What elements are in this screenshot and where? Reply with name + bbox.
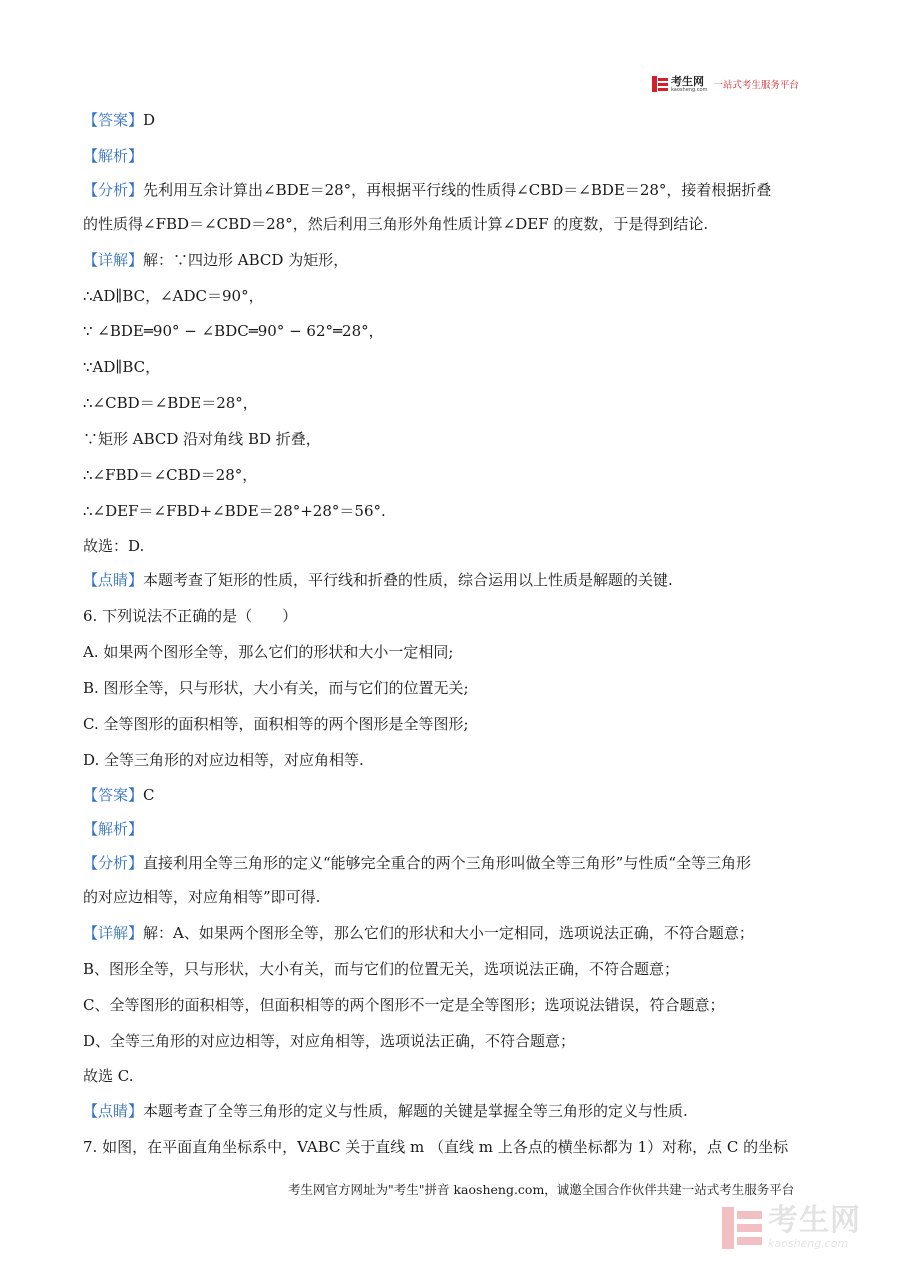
line-text: C bbox=[143, 786, 155, 804]
text-line bbox=[83, 214, 708, 234]
line-text: 7. 如图，在平面直角坐标系中，VABC 关于直线 m （直线 m 上各点的横坐标都为 1）对称，点 C 的坐标 bbox=[83, 1138, 789, 1156]
line-text: 先利用互余计算出∠BDE＝28°，再根据平行线的性质得∠CBD＝∠BDE＝28°，接着根据折叠 bbox=[143, 181, 772, 199]
line-text: 解：A、如果两个图形全等，那么它们的形状和大小一定相同，选项说法正确，不符合题意； bbox=[143, 924, 754, 942]
line-text: ∵AD∥BC， bbox=[83, 358, 161, 376]
text-line bbox=[83, 501, 386, 521]
line-text: ∴AD∥BC，∠ADC＝90°， bbox=[83, 287, 264, 305]
text-line bbox=[83, 465, 257, 485]
text-line bbox=[83, 678, 469, 698]
text-line bbox=[83, 180, 771, 200]
header-site: kaosheng.com bbox=[671, 86, 708, 93]
text-line bbox=[83, 785, 155, 805]
line-text: C、全等图形的面积相等，但面积相等的两个图形不一定是全等图形；选项说法错误，符合题意； bbox=[83, 996, 725, 1014]
text-line bbox=[83, 642, 453, 662]
section-tag: 【解析】 bbox=[83, 147, 144, 165]
text-line bbox=[83, 321, 384, 341]
header-slogan: 一站式考生服务平台 bbox=[713, 80, 799, 91]
text-line bbox=[83, 1101, 688, 1121]
text-line bbox=[83, 1031, 575, 1051]
watermark-logo-icon bbox=[722, 1207, 762, 1249]
text-line bbox=[83, 714, 469, 734]
header-logo[interactable] bbox=[652, 74, 799, 94]
line-text: D、全等三角形的对应边相等，对应角相等，选项说法正确，不符合题意； bbox=[83, 1032, 576, 1050]
text-line bbox=[83, 1137, 788, 1157]
line-text: 的性质得∠FBD＝∠CBD＝28°，然后利用三角形外角性质计算∠DEF 的度数，于是得到结论. bbox=[83, 215, 709, 233]
line-text: 解：∵四边形 ABCD 为矩形， bbox=[143, 251, 349, 269]
text-line bbox=[83, 995, 724, 1015]
line-text: B、图形全等，只与形状，大小有关，而与它们的位置无关，选项说法正确，不符合题意； bbox=[83, 960, 680, 978]
line-text: D. 全等三角形的对应边相等，对应角相等. bbox=[83, 751, 364, 769]
line-text: ∵矩形 ABCD 沿对角线 BD 折叠， bbox=[83, 430, 321, 448]
logo-icon bbox=[652, 76, 668, 92]
section-tag: 【点睛】 bbox=[83, 1102, 144, 1120]
line-text: 本题考查了矩形的性质，平行线和折叠的性质，综合运用以上性质是解题的关键. bbox=[143, 571, 673, 589]
text-line bbox=[83, 819, 143, 839]
text-line bbox=[83, 286, 264, 306]
line-text: 直接利用全等三角形的定义“能够完全重合的两个三角形叫做全等三角形”与性质“全等三角形 bbox=[143, 854, 752, 872]
text-line bbox=[83, 750, 364, 770]
watermark-site: kaosheng.com bbox=[768, 1237, 849, 1250]
section-tag: 【答案】 bbox=[83, 786, 144, 804]
line-text: C. 全等图形的面积相等，面积相等的两个图形是全等图形; bbox=[83, 715, 469, 733]
watermark-brand: 考生网 bbox=[768, 1203, 861, 1238]
text-line bbox=[83, 887, 320, 907]
line-text: 故选 C. bbox=[83, 1067, 134, 1085]
text-line bbox=[83, 110, 155, 130]
section-tag: 【分析】 bbox=[83, 181, 144, 199]
text-line bbox=[83, 1066, 133, 1086]
section-tag: 【详解】 bbox=[83, 924, 144, 942]
line-text: 的对应边相等，对应角相等”即可得. bbox=[83, 888, 321, 906]
line-text: ∴∠DEF＝∠FBD+∠BDE＝28°+28°＝56°. bbox=[83, 502, 386, 520]
section-tag: 【答案】 bbox=[83, 111, 144, 129]
text-line bbox=[83, 959, 679, 979]
watermark bbox=[722, 1203, 861, 1250]
section-tag: 【解析】 bbox=[83, 820, 144, 838]
line-text: ∴∠CBD＝∠BDE＝28°， bbox=[83, 394, 258, 412]
text-line bbox=[83, 923, 754, 943]
line-text: ∴∠FBD＝∠CBD＝28°， bbox=[83, 466, 258, 484]
section-tag: 【分析】 bbox=[83, 854, 144, 872]
header-brand: 考生网 bbox=[671, 74, 704, 88]
line-text: 本题考查了全等三角形的定义与性质，解题的关键是掌握全等三角形的定义与性质. bbox=[143, 1102, 688, 1120]
text-line bbox=[83, 250, 348, 270]
line-text: B. 图形全等，只与形状，大小有关，而与它们的位置无关; bbox=[83, 679, 469, 697]
line-text: D bbox=[143, 111, 156, 129]
text-line bbox=[83, 429, 321, 449]
text-line bbox=[83, 606, 297, 626]
line-text: 故选：D. bbox=[83, 537, 145, 555]
section-tag: 【详解】 bbox=[83, 251, 144, 269]
text-line bbox=[83, 853, 751, 873]
section-tag: 【点睛】 bbox=[83, 571, 144, 589]
text-line bbox=[83, 536, 144, 556]
text-line bbox=[83, 357, 160, 377]
line-text: ∵ ∠BDE═90° − ∠BDC═90° − 62°═28°， bbox=[83, 322, 384, 340]
line-text: 6. 下列说法不正确的是（ ） bbox=[83, 607, 298, 625]
text-line bbox=[83, 570, 673, 590]
text-line bbox=[83, 393, 258, 413]
line-text: A. 如果两个图形全等，那么它们的形状和大小一定相同; bbox=[83, 643, 454, 661]
text-line bbox=[83, 146, 143, 166]
page-footer: 考生网官方网址为"考生"拼音 kaosheng.com，诚邀全国合作伙伴共建一站式考生服务平台 bbox=[288, 1182, 795, 1197]
